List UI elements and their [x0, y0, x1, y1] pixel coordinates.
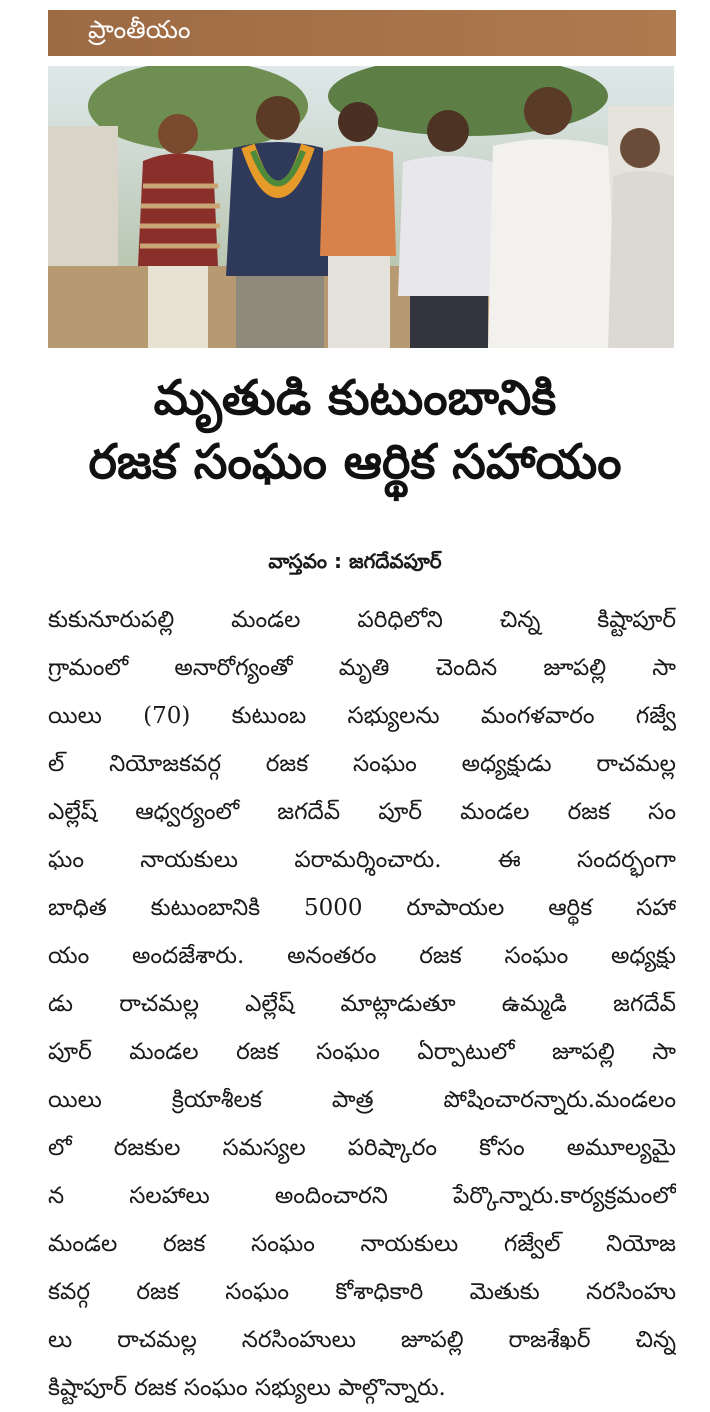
body-line: యిలు (70) కుటుంబ సభ్యులను మంగళవారం గజ్వే: [48, 703, 676, 729]
headline-line-2: రజక సంఘం ఆర్థిక సహాయం: [88, 434, 622, 490]
body-line: ఎల్లేష్ ఆధ్వర్యంలో జగదేవ్ పూర్ మండల రజక సం: [48, 799, 676, 825]
byline: వాస్తవం : జగదేవపూర్: [268, 549, 442, 573]
body-line: లో రజకుల సమస్యల పరిష్కారం కోసం అమూల్యమై: [48, 1135, 676, 1161]
section-label: ప్రాంతీయం: [88, 15, 191, 44]
body-line: యిలు క్రియాశీలక పాత్ర పోషించారన్నారు.మండలం: [48, 1087, 676, 1113]
body-line: కుకునూరుపల్లి మండల పరిధిలోని చిన్న కిష్టాపూర్: [48, 607, 676, 633]
body-line: ల్ నియోజకవర్గ రజక సంఘం అధ్యక్షుడు రాచమల్ల: [48, 751, 676, 777]
news-photo: [48, 66, 674, 348]
section-header: [48, 10, 676, 56]
body-line: గ్రామంలో అనారోగ్యంతో మృతి చెందిన జూపల్లి సా: [48, 655, 676, 681]
body-line: కిష్టాపూర్ రజక సంఘం సభ్యులు పాల్గొన్నారు.: [48, 1375, 446, 1401]
body-line: డు రాచమల్ల ఎల్లేష్ మాట్లాడుతూ ఉమ్మడి జగదేవ్: [48, 991, 676, 1017]
body-line: ఘం నాయకులు పరామర్శించారు. ఈ సందర్భంగా: [48, 847, 676, 873]
headline-line-1: మృతుడి కుటుంబానికి: [153, 370, 557, 426]
body-line: యం అందజేశారు. అనంతరం రజక సంఘం అధ్యక్షు: [48, 943, 676, 969]
body-line: లు రాచమల్ల నరసింహులు జూపల్లి రాజశేఖర్ చిన్న: [48, 1327, 676, 1353]
body-line: కవర్గ రజక సంఘం కోశాధికారి మెతుకు నరసింహు: [48, 1279, 676, 1305]
body-line: పూర్ మండల రజక సంఘం ఏర్పాటులో జూపల్లి సా: [48, 1039, 676, 1065]
body-line: న సలహాలు అందించారని పేర్కొన్నారు.కార్యక్రమంలో: [48, 1183, 676, 1209]
article-body: [48, 596, 676, 1412]
body-line: మండల రజక సంఘం నాయకులు గజ్వేల్ నియోజ: [48, 1231, 676, 1257]
body-line: బాధిత కుటుంబానికి 5000 రూపాయల ఆర్థిక సహా: [48, 895, 676, 921]
news-photo-group-of-men-icon: [48, 66, 674, 348]
